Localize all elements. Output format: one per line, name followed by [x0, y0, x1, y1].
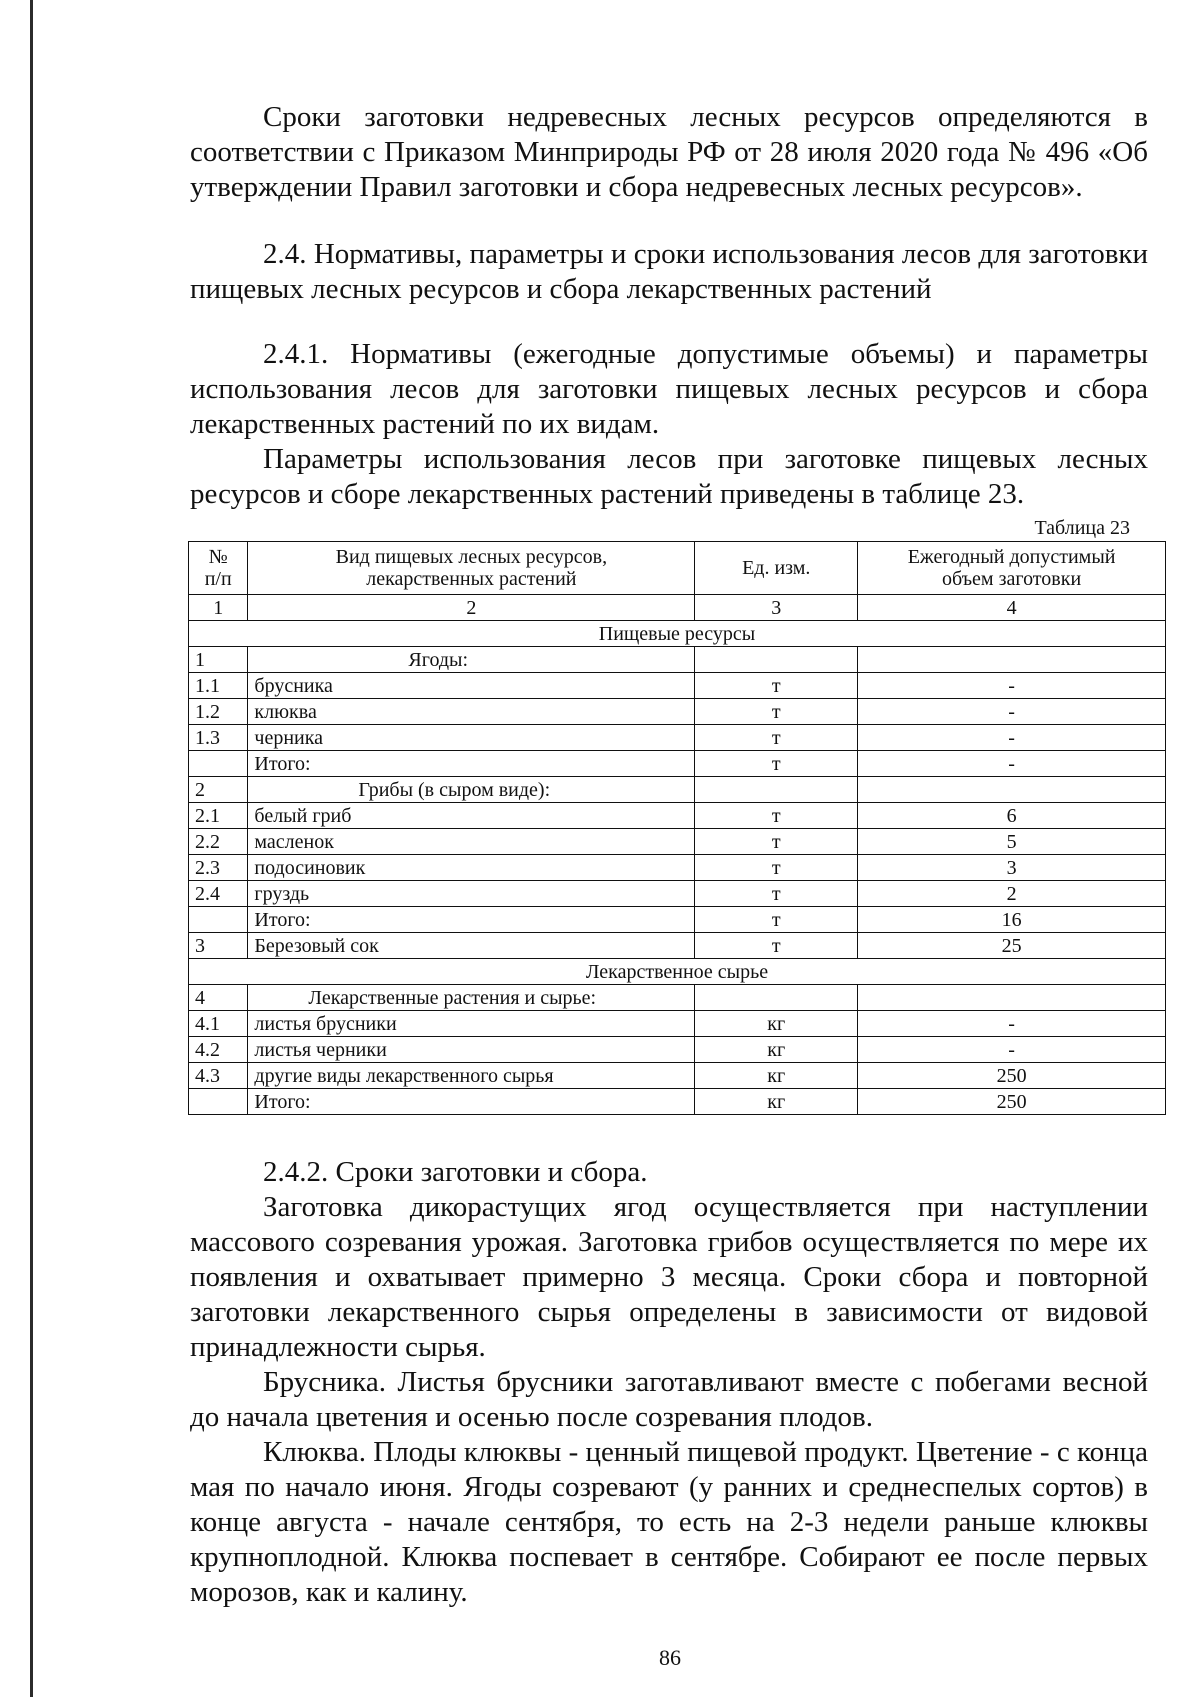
row-total-label: Итого: [248, 751, 695, 777]
row-volume: - [858, 725, 1166, 751]
row-num: 2 [189, 777, 248, 803]
row-num: 2.3 [189, 855, 248, 881]
row-volume: 16 [858, 907, 1166, 933]
row-unit: т [695, 881, 858, 907]
row-name: брусника [248, 673, 695, 699]
row-name: листья брусники [248, 1011, 695, 1037]
row-unit: т [695, 933, 858, 959]
row-num: 2.1 [189, 803, 248, 829]
row-name: черника [248, 725, 695, 751]
table-row [189, 829, 1166, 855]
row-num: 4.2 [189, 1037, 248, 1063]
row-name: листья черники [248, 1037, 695, 1063]
row-volume: - [858, 1037, 1166, 1063]
section-2-4-2-title: 2.4.2. Сроки заготовки и сбора. [263, 1156, 648, 1188]
row-num: 2.4 [189, 881, 248, 907]
col-number: 2 [248, 595, 695, 621]
row-num: 4.3 [189, 1063, 248, 1089]
row-unit: т [695, 673, 858, 699]
row-unit: кг [695, 1037, 858, 1063]
table-row [189, 673, 1166, 699]
row-unit: т [695, 699, 858, 725]
row-total-label: Итого: [248, 907, 695, 933]
row-name: другие виды лекарственного сырья [248, 1063, 695, 1089]
row-name: груздь [248, 881, 695, 907]
table-row-group-berries [189, 647, 1166, 673]
section-2-4-1-title: 2.4.1. Нормативы (ежегодные допустимые объемы) и параметры использования лесов для заготовки пищевых лесных ресурсов и сбора лекарственных растений по их видам. [190, 338, 1148, 440]
header-num: № п/п [189, 542, 248, 595]
table-header-row [189, 542, 1166, 595]
section-title-food: Пищевые ресурсы [189, 621, 1166, 647]
row-unit: т [695, 803, 858, 829]
table-row [189, 855, 1166, 881]
row-volume: - [858, 699, 1166, 725]
row-volume: - [858, 1011, 1166, 1037]
section-2-4-title: 2.4. Нормативы, параметры и сроки использования лесов для заготовки пищевых лесных ресурсов и сбора лекарственных растений [190, 238, 1148, 305]
section-row-medicinal [189, 959, 1166, 985]
row-volume: 6 [858, 803, 1166, 829]
row-name: масленок [248, 829, 695, 855]
row-volume: 25 [858, 933, 1166, 959]
scan-edge-line [30, 0, 33, 1697]
row-num: 4 [189, 985, 248, 1011]
cranberry-paragraph: Клюква. Плоды клюквы - ценный пищевой продукт. Цветение - с конца мая по начало июня. Ягоды созревают (у ранних и среднеспелых сортов) в конце августа - начале сентября, то есть на 2-3 недели раньше клюквы крупноплодной. Клюква поспевает в сентябре. Собирают ее после первых морозов, как и калину. [190, 1436, 1148, 1608]
table-row-birch-sap [189, 933, 1166, 959]
row-name: белый гриб [248, 803, 695, 829]
row-unit: кг [695, 1089, 858, 1115]
table-row [189, 803, 1166, 829]
row-unit: т [695, 855, 858, 881]
row-name: подосиновик [248, 855, 695, 881]
row-volume: 3 [858, 855, 1166, 881]
table-caption: Таблица 23 [1034, 517, 1130, 539]
table-row [189, 881, 1166, 907]
harvest-paragraph: Заготовка дикорастущих ягод осуществляется при наступлении массового созревания урожая. Заготовка грибов осуществляется по мере их появления и охватывает примерно 3 месяца. Сроки сбора и повторной заготовки лекарственного сырья определены в зависимости от видовой принадлежности сырья. [190, 1191, 1148, 1363]
col-number: 1 [189, 595, 248, 621]
row-volume: 5 [858, 829, 1166, 855]
table-row [189, 725, 1166, 751]
page-number: 86 [659, 1645, 681, 1670]
row-name: Березовый сок [248, 933, 695, 959]
row-group-label: Ягоды: [248, 647, 695, 673]
table-row [189, 1063, 1166, 1089]
header-type: Вид пищевых лесных ресурсов, лекарственных растений [248, 542, 695, 595]
section-row-food [189, 621, 1166, 647]
row-volume: 2 [858, 881, 1166, 907]
document-page [190, 100, 1148, 1610]
table-row-group-mushrooms [189, 777, 1166, 803]
row-group-label: Лекарственные растения и сырье: [248, 985, 695, 1011]
table-row-total [189, 1089, 1166, 1115]
table-row-total [189, 751, 1166, 777]
row-group-label: Грибы (в сыром виде): [248, 777, 695, 803]
header-unit: Ед. изм. [695, 542, 858, 595]
row-volume: 250 [858, 1089, 1166, 1115]
row-num: 1.3 [189, 725, 248, 751]
row-volume: - [858, 673, 1166, 699]
col-number: 3 [695, 595, 858, 621]
col-number: 4 [858, 595, 1166, 621]
row-unit: т [695, 751, 858, 777]
row-unit: т [695, 725, 858, 751]
row-unit: т [695, 829, 858, 855]
row-unit: т [695, 907, 858, 933]
row-num: 1 [189, 647, 248, 673]
row-num: 1.2 [189, 699, 248, 725]
section-title-medicinal: Лекарственное сырье [189, 959, 1166, 985]
table-intro-paragraph: Параметры использования лесов при заготовке пищевых лесных ресурсов и сборе лекарственных растений приведены в таблице 23. [190, 443, 1148, 510]
header-volume: Ежегодный допустимый объем заготовки [858, 542, 1166, 595]
cowberry-paragraph: Брусника. Листья брусники заготавливают вместе с побегами весной до начала цветения и осенью после созревания плодов. [190, 1366, 1148, 1433]
row-num: 2.2 [189, 829, 248, 855]
column-numbers-row [189, 595, 1166, 621]
table-row-group-medicinal [189, 985, 1166, 1011]
table-row [189, 1037, 1166, 1063]
table-row [189, 699, 1166, 725]
row-unit: кг [695, 1063, 858, 1089]
row-volume: 250 [858, 1063, 1166, 1089]
row-num: 1.1 [189, 673, 248, 699]
table-row [189, 1011, 1166, 1037]
intro-paragraph: Сроки заготовки недревесных лесных ресурсов определяются в соответствии с Приказом Минприроды РФ от 28 июля 2020 года № 496 «Об утверждении Правил заготовки и сбора недревесных лесных ресурсов». [190, 101, 1148, 203]
row-num: 4.1 [189, 1011, 248, 1037]
row-volume: - [858, 751, 1166, 777]
table-row-total [189, 907, 1166, 933]
resources-table [188, 541, 1166, 1115]
row-total-label: Итого: [248, 1089, 695, 1115]
row-num: 3 [189, 933, 248, 959]
row-unit: кг [695, 1011, 858, 1037]
row-name: клюква [248, 699, 695, 725]
